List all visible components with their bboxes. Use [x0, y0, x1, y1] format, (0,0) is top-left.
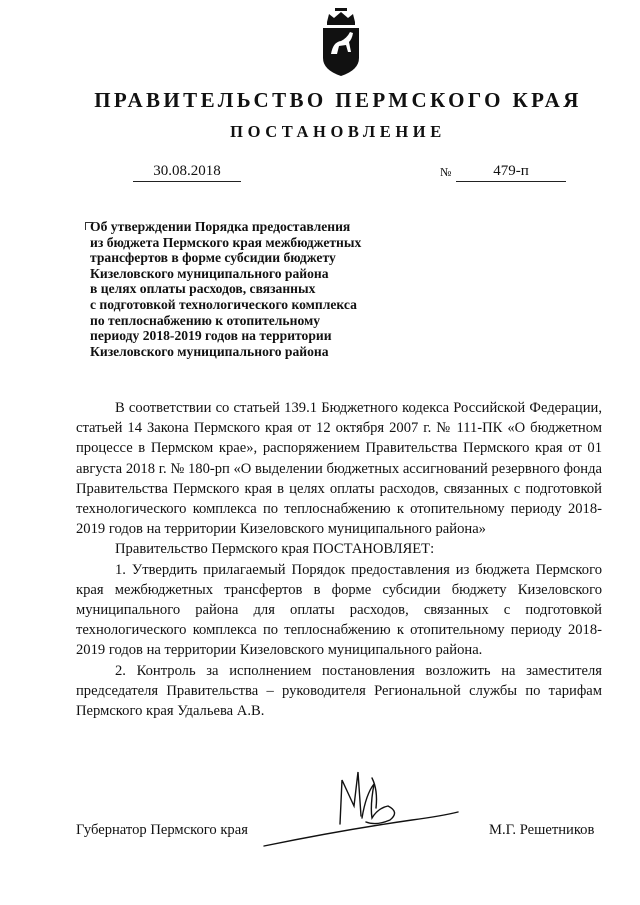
subject-line: периоду 2018-2019 годов на территории: [90, 328, 332, 344]
clause-1-paragraph: 1. Утвердить прилагаемый Порядок предоставления из бюджета Пермского края межбюджетных трансфертов в форме субсидии бюджету Кизеловского муниципального района для оплаты расходов, связанных с подготовкой технологического комплекса по теплоснабжению к отопительному периоду 2018-2019 годов на территории Кизеловского муниципального района.: [76, 561, 602, 659]
document-body: [76, 398, 602, 721]
subject-line: в целях оплаты расходов, связанных: [90, 281, 316, 297]
subject-line: по теплоснабжению к отопительному: [90, 312, 321, 328]
subject-line: из бюджета Пермского края межбюджетных: [90, 234, 362, 250]
coat-of-arms-icon: [319, 8, 363, 78]
handwritten-signature: [262, 760, 462, 850]
document-subject: [90, 219, 420, 359]
subject-line: Об утверждении Порядка предоставления: [90, 219, 351, 234]
document-number: 479-п: [456, 161, 566, 182]
organization-title: ПРАВИТЕЛЬСТВО ПЕРМСКОГО КРАЯ: [94, 88, 582, 112]
resolution-paragraph: Правительство Пермского края ПОСТАНОВЛЯЕТ:: [115, 541, 435, 558]
subject-line: Кизеловского муниципального района: [90, 343, 329, 359]
subject-line: с подготовкой технологического комплекса: [90, 296, 357, 312]
document-date: 30.08.2018: [133, 161, 241, 182]
document-type-title: ПОСТАНОВЛЕНИЕ: [230, 122, 446, 141]
clause-2-paragraph: 2. Контроль за исполнением постановления возложить на заместителя председателя Правительства – руководителя Региональной службы по тарифам Пермского края Удальева А.В.: [76, 662, 602, 720]
signatory-name: М.Г. Решетников: [489, 822, 595, 838]
subject-line: Кизеловского муниципального района: [90, 265, 329, 281]
subject-line: трансфертов в форме субсидии бюджету: [90, 250, 336, 266]
signatory-position: Губернатор Пермского края: [76, 822, 248, 838]
preamble-paragraph: В соответствии со статьей 139.1 Бюджетного кодекса Российской Федерации, статьей 14 Закона Пермского края от 12 октября 2007 г. № 111-ПК «О бюджетном процессе в Пермском крае», распоряжением Правительства Пермского края от 01 августа 2018 г. № 180-рп «О выделении бюджетных ассигнований резервного фонда Правительства Пермского края в целях оплаты расходов, связанных с подготовкой технологического комплекса по теплоснабжению к отопительному периоду 2018-2019 годов на территории Кизеловского муниципального района»: [76, 400, 602, 538]
number-sign: №: [440, 165, 452, 179]
